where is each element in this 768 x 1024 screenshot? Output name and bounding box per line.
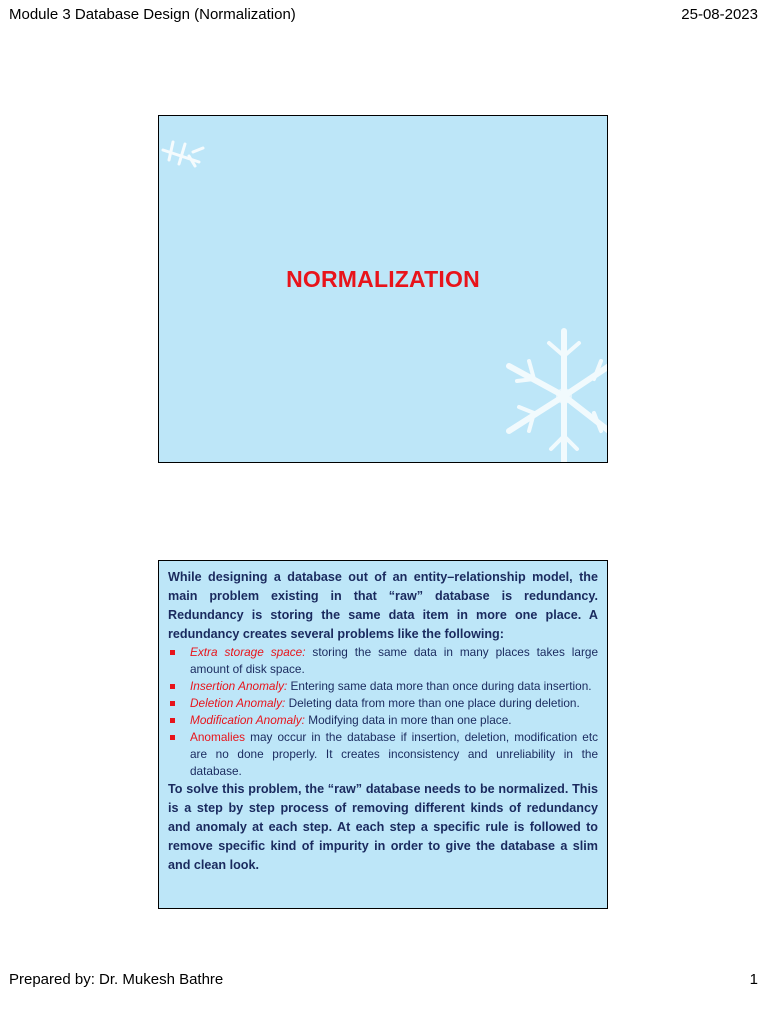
bullet-square-icon	[170, 718, 175, 723]
document-footer-author: Prepared by: Dr. Mukesh Bathre	[9, 971, 224, 988]
list-item: Anomalies may occur in the database if insertion, deletion, modification etc are no done properly. It creates inconsistency and unreliability in the database.	[168, 729, 598, 780]
conclusion-paragraph: To solve this problem, the “raw” database needs to be normalized. This is a step by step process of removing different kinds of redundancy and anomaly at each step. At each step a specific rule is followed to remove specific kind of impurity in order to give the database a slim and clean look.	[168, 781, 598, 872]
bullet-square-icon	[170, 735, 175, 740]
bullet-square-icon	[170, 684, 175, 689]
page-number: 1	[749, 971, 758, 988]
document-header-date: 25-08-2023	[681, 6, 758, 23]
bullet-square-icon	[170, 701, 175, 706]
list-item: Deletion Anomaly: Deleting data from more than one place during deletion.	[168, 695, 598, 712]
slide-title: NORMALIZATION	[286, 266, 480, 292]
list-item: Modification Anomaly: Modifying data in more than one place.	[168, 712, 598, 729]
list-item: Extra storage space: storing the same data in many places takes large amount of disk space.	[168, 644, 598, 678]
bullet-square-icon	[170, 650, 175, 655]
intro-paragraph: While designing a database out of an entity–relationship model, the main problem existing in that “raw” database is redundancy. Redundancy is storing the same data item in more one place. A redundancy creates several problems like the following:	[168, 570, 598, 642]
document-header-title: Module 3 Database Design (Normalization)	[9, 6, 296, 23]
title-slide	[158, 115, 608, 463]
snowflake-large-icon	[489, 321, 608, 463]
snowflake-small-icon	[159, 130, 209, 170]
content-slide	[158, 560, 608, 909]
list-item: Insertion Anomaly: Entering same data more than once during data insertion.	[168, 678, 598, 695]
anomaly-list	[168, 644, 598, 779]
